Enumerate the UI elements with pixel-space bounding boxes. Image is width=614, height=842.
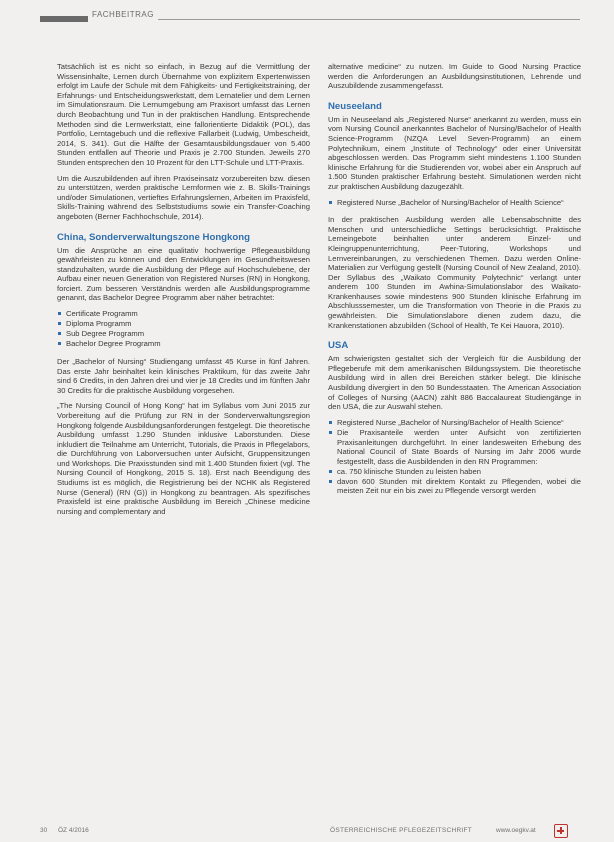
program-list bbox=[57, 309, 310, 349]
list-item: Registered Nurse „Bachelor of Nursing/Bachelor of Health Science“ bbox=[328, 198, 581, 208]
section-heading-neuseeland: Neuseeland bbox=[328, 100, 382, 112]
header-accent-bar bbox=[40, 16, 88, 22]
list-item: Diploma Programm bbox=[57, 319, 310, 329]
paragraph: Der „Bachelor of Nursing“ Studiengang umfasst 45 Kurse in fünf Jahren. Das erste Jahr beinhaltet kein klinisches Praktikum, für das zweite Jahr sind 6 Credits, in den Jahren drei und vier je 18 Credits und im fünften Jahr 30 Credits für die praktische Ausbildung vorgesehen. bbox=[57, 356, 310, 395]
paragraph: Um in Neuseeland als „Registered Nurse“ anerkannt zu werden, muss ein vom Nursing Council anerkanntes Bachelor of Nursing/Bachelor of Health Science-Programm (NZQA Level Seven-Programm) an einem Polytechnikum, einem „Institute of Technology“ oder einer Universität abgeschlossen werden. Das Programm sieht mindestens 1.100 Stunden klinische Erfahrung für die Studierenden vor, wobei aber ein Anspruch auf 1.500 Stunden praktischer Erfahrung besteht. Simulationen werden nicht zur praktischen Ausbildung dazugezählt. bbox=[328, 114, 581, 191]
list-item: Sub Degree Programm bbox=[57, 329, 310, 339]
paragraph: alternative medicine“ zu nutzen. Im Guide to Good Nursing Practice werden die Anforderungen an Ausbildungsinstitutionen, Lehrende und Auszubildende zusammengefasst. bbox=[328, 62, 581, 91]
section-heading-usa: USA bbox=[328, 340, 349, 352]
right-column bbox=[328, 62, 581, 504]
cross-logo-icon bbox=[554, 824, 568, 838]
page-header bbox=[40, 10, 580, 26]
left-column bbox=[57, 62, 310, 522]
degree-list bbox=[328, 198, 581, 208]
paragraph: In der praktischen Ausbildung werden alle Lebensabschnitte des Menschen und unterschiedliche Settings berücksichtigt. Praktische Lerneingebote beinhalten unter anderem Einzel- und Kleingruppenunterrichtung, Peer-Tutoring, Workshops und Lernvereinbarungen, zu verschiedenen Themen. Dazu werden Online-Materialien zur Verfügung gestellt (Nursing Council of New Zealand, 2010). Der Syllabus des „Waikato Community Polytechnic“ verlangt unter anderem 100 Stunden im Awhina-Simulationslabor des Waikato-Krankenhauses sowie mindestens 900 Stunden klinische Erfahrung im Abschlusssemester, um die Transformation von Theorie in die Praxis zu gewährleisten. Die Simulationslabore dienen zudem dazu, die Krankenstationen abzubilden (School of Health, Te Kei Hauora, 2010). bbox=[328, 215, 581, 330]
paragraph: Tatsächlich ist es nicht so einfach, in Bezug auf die Vermittlung der Wissensinhalte, Lernen durch Übernahme von explizitem Expertenwissen erfolgt im Laufe der Schule mit dem Fähigkeits- und Fertigkeitstraining, der Erfahrungs- und Entscheidungswerkstatt, dem Lernatelier und dem Lernen im Simulationsraum. Die Lernumgebung am Praxisort umfasst das Lernen durch Beobachtung und Tun in der praktischen Handlung. Entsprechende Methoden sind die Lernwerkstatt, eine fallorientierte Didaktik (POL), das Portfolio, Lerntagebuch und die reflexive Fallarbeit (Ludwig, Umbescheidt, 2014, S. 341). Gut die Hälfte der Gesamtausbildungsdauer von 5.400 Stunden entfallen auf Theorie und Praxis je 2.700 Stunden. Jeweils 270 Stunden entsprechen den 10 Prozent für den LTT-Schule und LTT-Praxis. bbox=[57, 62, 310, 167]
paragraph: „The Nursing Council of Hong Kong“ hat im Syllabus vom Juni 2015 zur Vorbereitung auf die Prüfung zur RN in der Sonderverwaltungsregion Hongkong folgende Ausbildungsanforderungen festgelegt. Die theoretische Ausbildung umfasst 1.290 Stunden inklusive Laborstunden. Diese inkludiert die Teilnahme am Unterricht, Tutorials, die Praxis in Pflegelabors, die Durchführung von Laborversuchen unter Aufsicht, Gruppensitzungen und Workshops. Die Praxisstunden sind mit 1.400 Stunden fixiert (vgl. The Nursing Council of Hongkong, 2015 S. 18). Erst nach Beendigung des Studiums ist es möglich, die Registrierung bei der NCHK als Registered Nurse (General) (RN (G)) in Hongkong zu beantragen. Als spezifisches Praxisfeld ist eine praktische Ausbildung im Bereich „Chinese medicine nursing and complementary and bbox=[57, 401, 310, 516]
list-item: Bachelor Degree Programm bbox=[57, 339, 310, 349]
paragraph: Um die Ansprüche an eine qualitativ hochwertige Pflegeausbildung gewährleisten zu können und den Entwicklungen im Gesundheitswesen standzuhalten, wurde die Ausbildung der Pflege auf Hochschulebene, der Aufbau einer neuen Generation von Registered Nurses (RN) in Hongkong, forciert. Zum besseren Verständnis werden alle Ausbildungsprogramme genannt, das Bachelor Degree Programm aber näher betrachtet: bbox=[57, 245, 310, 303]
paragraph: Um die Auszubildenden auf ihren Praxiseinsatz vorzubereiten bzw. diesen zu unterstützen, werden praktische Lernformen wie z. B. Skills-Trainings und/oder Simulationen, vertieftes Erfahrungslernen, Arbeiten im Praxisfeld, Skills-Training während des Selbststudiums sowie ein Transfer-Coaching angeboten (Berner Fachhochschule, 2014). bbox=[57, 173, 310, 221]
page-number: 30 bbox=[40, 827, 48, 834]
list-item: ca. 750 klinische Stunden zu leisten haben bbox=[328, 467, 581, 477]
header-divider bbox=[158, 19, 580, 20]
paragraph: Am schwierigsten gestaltet sich der Vergleich für die Ausbildung der Pflegeberufe mit dem amerikanischen Bildungssystem. Die theoretische Ausbildung wird in allen drei Bereichen stärker belegt. Die klinische Ausbildung divergiert in den 50 Bundesstaaten. The American Association of Colleges of Nursing (AACN) zählt 886 Baccalaureat Studiengänge in den USA, die zur Auswahl stehen. bbox=[328, 354, 581, 412]
list-item: davon 600 Stunden mit direktem Kontakt zu Pflegenden, wobei die meisten Zeit nur ein bis zwei zu Pflegende versorgt werden bbox=[328, 477, 581, 496]
list-item: Certificate Programm bbox=[57, 309, 310, 319]
list-item: Registered Nurse „Bachelor of Nursing/Bachelor of Health Science“ bbox=[328, 418, 581, 428]
page-footer bbox=[40, 826, 580, 838]
issue-label: ÖZ 4/2016 bbox=[58, 827, 89, 834]
usa-list bbox=[328, 418, 581, 496]
website-link[interactable]: www.oegkv.at bbox=[496, 827, 536, 834]
list-item: Die Praxisanteile werden unter Aufsicht von zertifizierten Praxisanleitungen durchgeführt. In einer landesweiten Erhebung des National Council of State Boards of Nursing im Jahr 2006 wurde festgestellt, dass die Ausbildenden in den RN Programmen: bbox=[328, 428, 581, 466]
publication-name: ÖSTERREICHISCHE PFLEGEZEITSCHRIFT bbox=[330, 827, 473, 834]
section-heading-china: China, Sonderverwaltungszone Hongkong bbox=[57, 231, 250, 243]
section-label: FACHBEITRAG bbox=[92, 10, 154, 19]
